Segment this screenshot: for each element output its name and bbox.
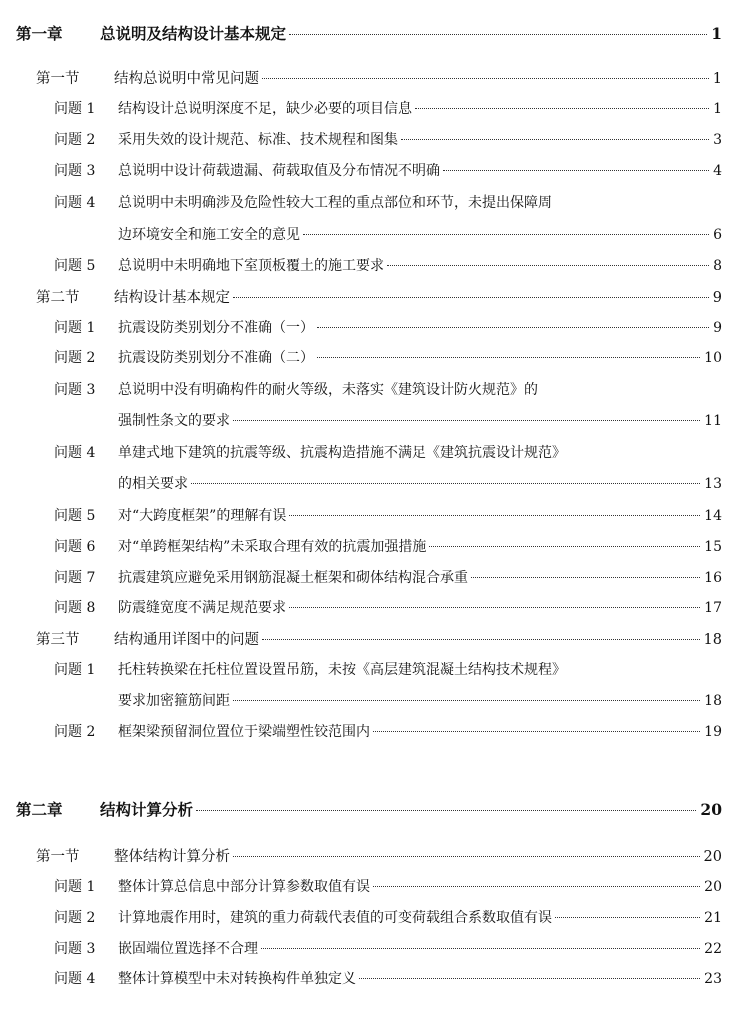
question-title: 整体计算总信息中部分计算参数取值有误 bbox=[118, 879, 370, 895]
toc-section-entry[interactable] bbox=[36, 628, 722, 649]
leader-dots bbox=[233, 419, 700, 421]
section-title: 结构设计基本规定 bbox=[114, 290, 230, 306]
toc-question-entry[interactable] bbox=[54, 876, 722, 896]
question-title: 总说明中设计荷载遗漏、荷载取值及分布情况不明确 bbox=[118, 163, 440, 179]
question-title: 对“大跨度框架”的理解有误 bbox=[118, 508, 287, 524]
question-label: 问题 3 bbox=[54, 941, 96, 957]
question-label: 问题 4 bbox=[54, 445, 96, 461]
toc-section-entry[interactable] bbox=[36, 286, 722, 307]
leader-dots bbox=[359, 977, 700, 979]
toc-question-entry[interactable] bbox=[54, 129, 722, 149]
section-label: 第二节 bbox=[36, 290, 80, 306]
question-label: 问题 3 bbox=[54, 163, 96, 179]
question-label: 问题 3 bbox=[54, 382, 96, 398]
leader-dots bbox=[262, 77, 709, 79]
page-number: 23 bbox=[704, 971, 722, 987]
toc-section-entry[interactable] bbox=[36, 845, 722, 866]
leader-dots bbox=[373, 885, 700, 887]
question-label: 问题 4 bbox=[54, 195, 96, 211]
leader-dots bbox=[317, 326, 709, 328]
chapter-label: 第一章 bbox=[16, 24, 63, 43]
toc-question-entry[interactable] bbox=[54, 659, 722, 679]
section-title: 整体结构计算分析 bbox=[114, 849, 230, 865]
section-title: 结构总说明中常见问题 bbox=[114, 71, 259, 87]
leader-dots bbox=[233, 296, 709, 298]
question-title: 结构设计总说明深度不足，缺少必要的项目信息 bbox=[118, 101, 412, 117]
chapter-title: 总说明及结构设计基本规定 bbox=[100, 24, 287, 43]
page-number: 4 bbox=[713, 163, 722, 179]
question-label: 问题 2 bbox=[54, 724, 96, 740]
section-title: 结构通用详图中的问题 bbox=[114, 632, 259, 648]
page-number: 1 bbox=[712, 71, 722, 87]
question-title: 嵌固端位置选择不合理 bbox=[118, 941, 258, 957]
toc-question-entry[interactable] bbox=[54, 968, 722, 988]
page-number: 20 bbox=[703, 849, 722, 865]
leader-dots bbox=[471, 576, 700, 578]
leader-dots bbox=[289, 606, 700, 608]
question-label: 问题 1 bbox=[54, 101, 96, 117]
question-label: 问题 7 bbox=[54, 570, 96, 586]
page-number: 3 bbox=[713, 132, 722, 148]
question-label: 问题 1 bbox=[54, 879, 96, 895]
question-title: 计算地震作用时，建筑的重力荷载代表值的可变荷载组合系数取值有误 bbox=[118, 910, 552, 926]
question-title-continued: 强制性条文的要求 bbox=[118, 413, 230, 429]
leader-dots bbox=[303, 233, 709, 235]
page-number: 1 bbox=[711, 24, 722, 43]
page-number: 17 bbox=[704, 600, 722, 616]
page-number: 20 bbox=[704, 879, 722, 895]
toc-chapter-entry[interactable] bbox=[16, 798, 722, 820]
question-title: 单建式地下建筑的抗震等级、抗震构造措施不满足《建筑抗震设计规范》 bbox=[118, 445, 566, 461]
section-label: 第三节 bbox=[36, 632, 80, 648]
question-title: 总说明中未明确地下室顶板覆土的施工要求 bbox=[118, 258, 384, 274]
toc-question-continuation[interactable] bbox=[118, 410, 722, 430]
page-number: 11 bbox=[704, 413, 722, 429]
toc-question-entry[interactable] bbox=[54, 347, 722, 367]
toc-question-entry[interactable] bbox=[54, 721, 722, 741]
leader-dots bbox=[317, 356, 700, 358]
leader-dots bbox=[401, 138, 709, 140]
question-title-continued: 边环境安全和施工安全的意见 bbox=[118, 227, 300, 243]
leader-dots bbox=[233, 855, 700, 857]
question-title: 对“单跨框架结构”未采取合理有效的抗震加强措施 bbox=[118, 539, 427, 555]
page-number: 6 bbox=[713, 227, 722, 243]
toc-question-entry[interactable] bbox=[54, 567, 722, 587]
page-number: 16 bbox=[704, 570, 722, 586]
page-number: 20 bbox=[700, 800, 722, 819]
toc-question-entry[interactable] bbox=[54, 938, 722, 958]
question-title: 总说明中没有明确构件的耐火等级，未落实《建筑设计防火规范》的 bbox=[118, 382, 538, 398]
question-label: 问题 1 bbox=[54, 320, 96, 336]
page-number: 21 bbox=[704, 910, 722, 926]
question-label: 问题 2 bbox=[54, 350, 96, 366]
leader-dots bbox=[233, 699, 700, 701]
toc-question-entry[interactable] bbox=[54, 255, 722, 275]
page-number: 13 bbox=[704, 476, 722, 492]
leader-dots bbox=[289, 514, 700, 516]
page-number: 22 bbox=[704, 941, 722, 957]
question-title: 防震缝宽度不满足规范要求 bbox=[118, 600, 286, 616]
leader-dots bbox=[415, 107, 709, 109]
question-title: 托柱转换梁在托柱位置设置吊筋，未按《高层建筑混凝土结构技术规程》 bbox=[118, 662, 566, 678]
question-title: 总说明中未明确涉及危险性较大工程的重点部位和环节，未提出保障周 bbox=[118, 195, 552, 211]
question-label: 问题 1 bbox=[54, 662, 96, 678]
section-label: 第一节 bbox=[36, 71, 80, 87]
toc-question-entry[interactable] bbox=[54, 98, 722, 118]
toc-question-entry[interactable] bbox=[54, 192, 722, 212]
leader-dots bbox=[429, 545, 700, 547]
question-label: 问题 5 bbox=[54, 258, 96, 274]
chapter-title: 结构计算分析 bbox=[100, 800, 194, 819]
question-title: 整体计算模型中未对转换构件单独定义 bbox=[118, 971, 356, 987]
toc-section-entry[interactable] bbox=[36, 67, 722, 88]
question-title-continued: 要求加密箍筋间距 bbox=[118, 693, 230, 709]
toc-chapter-entry[interactable] bbox=[16, 22, 722, 44]
leader-dots bbox=[289, 33, 707, 35]
question-title: 框架梁预留洞位置位于梁端塑性铰范围内 bbox=[118, 724, 370, 740]
question-title: 抗震设防类别划分不准确（二） bbox=[118, 350, 314, 366]
leader-dots bbox=[196, 809, 696, 811]
page-number: 8 bbox=[713, 258, 722, 274]
question-label: 问题 4 bbox=[54, 971, 96, 987]
toc-question-continuation[interactable] bbox=[118, 690, 722, 710]
page-number: 9 bbox=[713, 320, 722, 336]
toc-question-entry[interactable] bbox=[54, 160, 722, 180]
leader-dots bbox=[261, 947, 700, 949]
question-title: 采用失效的设计规范、标准、技术规程和图集 bbox=[118, 132, 398, 148]
page-number: 14 bbox=[704, 508, 722, 524]
page-number: 19 bbox=[704, 724, 722, 740]
toc-question-entry[interactable] bbox=[54, 379, 722, 399]
question-title: 抗震建筑应避免采用钢筋混凝土框架和砌体结构混合承重 bbox=[118, 570, 468, 586]
question-title-continued: 的相关要求 bbox=[118, 476, 188, 492]
toc-question-continuation[interactable] bbox=[118, 473, 722, 493]
leader-dots bbox=[262, 638, 700, 640]
toc-question-entry[interactable] bbox=[54, 597, 722, 617]
question-label: 问题 2 bbox=[54, 132, 96, 148]
toc-question-entry[interactable] bbox=[54, 505, 722, 525]
question-label: 问题 2 bbox=[54, 910, 96, 926]
page-number: 15 bbox=[704, 539, 722, 555]
question-label: 问题 5 bbox=[54, 508, 96, 524]
question-label: 问题 6 bbox=[54, 539, 96, 555]
section-label: 第一节 bbox=[36, 849, 80, 865]
toc-question-entry[interactable] bbox=[54, 907, 722, 927]
question-title: 抗震设防类别划分不准确（一） bbox=[118, 320, 314, 336]
toc-question-entry[interactable] bbox=[54, 442, 722, 462]
question-label: 问题 8 bbox=[54, 600, 96, 616]
page-number: 18 bbox=[704, 693, 722, 709]
leader-dots bbox=[555, 916, 700, 918]
leader-dots bbox=[443, 169, 709, 171]
page-number: 9 bbox=[712, 290, 722, 306]
toc-question-entry[interactable] bbox=[54, 317, 722, 337]
page-number: 10 bbox=[704, 350, 722, 366]
chapter-label: 第二章 bbox=[16, 800, 63, 819]
toc-question-continuation[interactable] bbox=[118, 224, 722, 244]
leader-dots bbox=[387, 264, 709, 266]
leader-dots bbox=[191, 482, 700, 484]
page-number: 1 bbox=[713, 101, 722, 117]
leader-dots bbox=[373, 730, 700, 732]
toc-question-entry[interactable] bbox=[54, 536, 722, 556]
page-number: 18 bbox=[703, 632, 722, 648]
